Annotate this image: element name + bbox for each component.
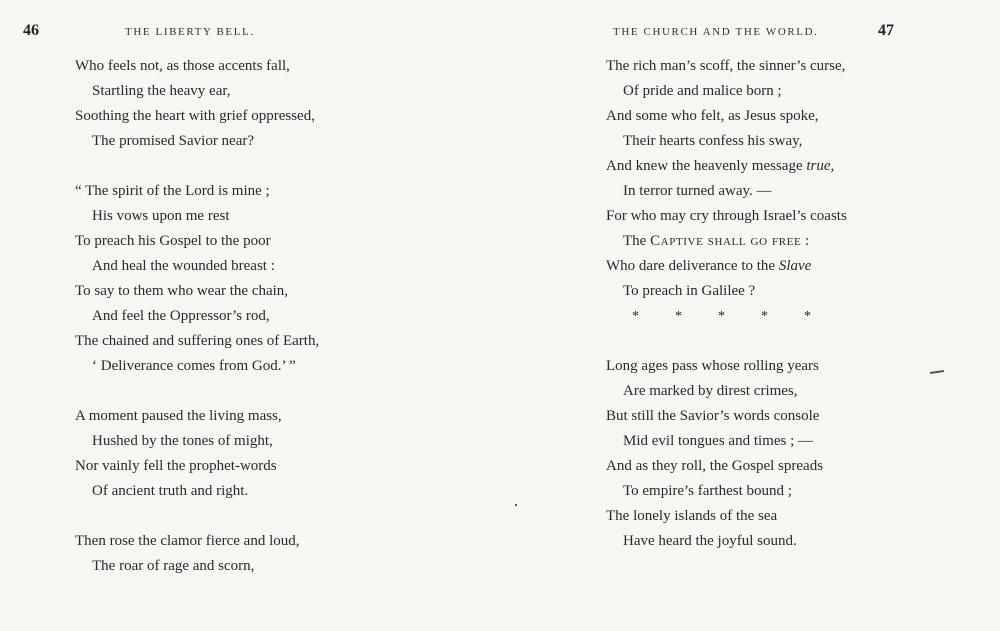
right-page (500, 0, 1000, 631)
running-head-right: THE CHURCH AND THE WORLD. (613, 26, 819, 38)
separator-asterisk: * (632, 309, 639, 324)
verse-line: Who feels not, as those accents fall, (75, 58, 290, 74)
verse-line: For who may cry through Israel’s coasts (606, 208, 847, 224)
verse-line: Nor vainly fell the prophet-words (75, 458, 277, 474)
verse-line: Hushed by the tones of might, (92, 433, 273, 449)
verse-line: And knew the heavenly message true, (606, 158, 835, 174)
verse-line: In terror turned away. — (623, 183, 772, 199)
verse-line: To say to them who wear the chain, (75, 283, 289, 299)
verse-line: And feel the Oppressor’s rod, (92, 308, 270, 324)
separator-asterisk: * (675, 309, 682, 324)
verse-line: But still the Savior’s words console (606, 408, 820, 424)
verse-line: And heal the wounded breast : (92, 258, 275, 274)
verse-line: The Captive shall go free : (623, 233, 810, 249)
separator-asterisk: * (761, 309, 768, 324)
verse-line: To preach his Gospel to the poor (75, 233, 271, 249)
separator-asterisk: * (804, 309, 811, 324)
running-head-left: THE LIBERTY BELL. (125, 26, 255, 38)
verse-line: Soothing the heart with grief oppressed, (75, 108, 315, 124)
verse-line: The promised Savior near? (92, 133, 255, 149)
verse-line: His vows upon me rest (92, 208, 230, 224)
page-number-right: 47 (878, 22, 894, 39)
verse-line: To empire’s farthest bound ; (623, 483, 792, 499)
verse-line: And as they roll, the Gospel spreads (606, 458, 824, 474)
right-poem (606, 54, 847, 554)
verse-line: To preach in Galilee ? (623, 283, 756, 299)
verse-line: The rich man’s scoff, the sinner’s curse, (606, 58, 846, 74)
ink-speck (515, 504, 517, 506)
verse-line: The chained and suffering ones of Earth, (75, 333, 320, 349)
left-poem (75, 54, 319, 579)
verse-line: Who dare deliverance to the Slave (606, 258, 812, 274)
verse-line: Mid evil tongues and times ; — (623, 433, 813, 449)
verse-line: Long ages pass whose rolling years (606, 358, 819, 374)
separator-asterisk: * (718, 309, 725, 324)
verse-line: Then rose the clamor fierce and loud, (75, 533, 300, 549)
verse-line: Of pride and malice born ; (623, 83, 782, 99)
verse-line: “ The spirit of the Lord is mine ; (75, 183, 270, 199)
verse-line: Startling the heavy ear, (92, 83, 231, 99)
page-number-left: 46 (23, 22, 39, 39)
verse-line: Their hearts confess his sway, (623, 133, 803, 149)
verse-line: The lonely islands of the sea (606, 508, 778, 524)
verse-line: The roar of rage and scorn, (92, 558, 255, 574)
verse-line: Have heard the joyful sound. (623, 533, 797, 549)
section-separator (606, 304, 847, 329)
ink-speck (930, 370, 944, 374)
verse-line: Of ancient truth and right. (92, 483, 249, 499)
verse-line: Are marked by direst crimes, (623, 383, 798, 399)
verse-line: And some who felt, as Jesus spoke, (606, 108, 819, 124)
verse-line: ‘ Deliverance comes from God.’ ” (92, 358, 296, 374)
verse-line: A moment paused the living mass, (75, 408, 282, 424)
